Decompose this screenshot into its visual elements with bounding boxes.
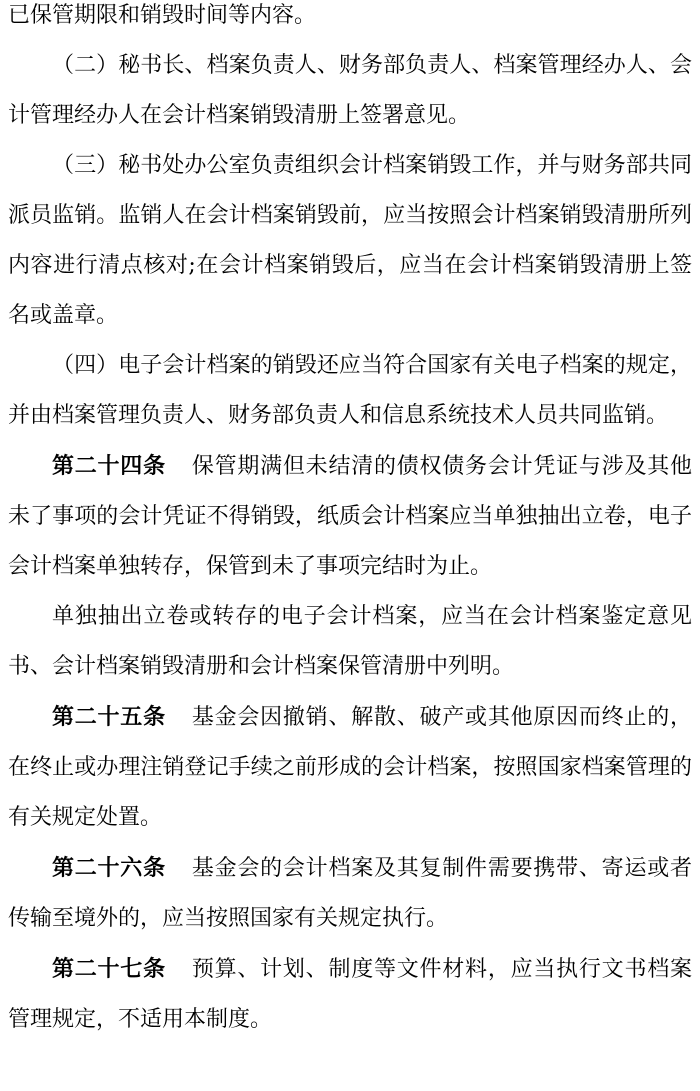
article-heading: 第二十七条 bbox=[52, 956, 166, 982]
paragraph-text: （二）秘书长、档案负责人、财务部负责人、档案管理经办人、会计管理经办人在会计档案销毁清册上签署意见。 bbox=[8, 53, 692, 128]
paragraph-text: 单独抽出立卷或转存的电子会计档案，应当在会计档案鉴定意见书、会计档案销毁清册和会计档案保管清册中列明。 bbox=[8, 604, 692, 679]
article-heading: 第二十五条 bbox=[52, 704, 166, 730]
article-24 bbox=[0, 441, 700, 592]
paragraph-text: 预算、计划、制度等文件材料，应当执行文书档案管理规定，不适用本制度。 bbox=[8, 957, 692, 1032]
paragraph-text: （三）秘书处办公室负责组织会计档案销毁工作，并与财务部共同派员监销。监销人在会计档案销毁前，应当按照会计档案销毁清册所列内容进行清点核对;在会计档案销毁后，应当在会计档案销毁清册上签名或盖章。 bbox=[8, 153, 692, 328]
article-heading: 第二十六条 bbox=[52, 855, 166, 881]
paragraph-text: 基金会因撤销、解散、破产或其他原因而终止的，在终止或办理注销登记手续之前形成的会计档案，按照国家档案管理的有关规定处置。 bbox=[8, 705, 692, 830]
article-27 bbox=[0, 944, 700, 1045]
article-26 bbox=[0, 843, 700, 944]
paragraph-text: 保管期满但未结清的债权债务会计凭证与涉及其他未了事项的会计凭证不得销毁，纸质会计档案应当单独抽出立卷，电子会计档案单独转存，保管到未了事项完结时为止。 bbox=[8, 454, 692, 579]
paragraph-text: 已保管期限和销毁时间等内容。 bbox=[8, 3, 317, 28]
article-25 bbox=[0, 692, 700, 843]
paragraph-text: 基金会的会计档案及其复制件需要携带、寄运或者传输至境外的，应当按照国家有关规定执行。 bbox=[8, 856, 692, 931]
paragraph-continued bbox=[0, 0, 700, 41]
paragraph-item-4 bbox=[0, 341, 700, 441]
article-heading: 第二十四条 bbox=[52, 453, 166, 479]
paragraph-text: （四）电子会计档案的销毁还应当符合国家有关电子档案的规定，并由档案管理负责人、财务部负责人和信息系统技术人员共同监销。 bbox=[8, 353, 692, 428]
paragraph-item-2 bbox=[0, 41, 700, 141]
paragraph-item-3 bbox=[0, 141, 700, 341]
paragraph-article-24-note bbox=[0, 592, 700, 692]
